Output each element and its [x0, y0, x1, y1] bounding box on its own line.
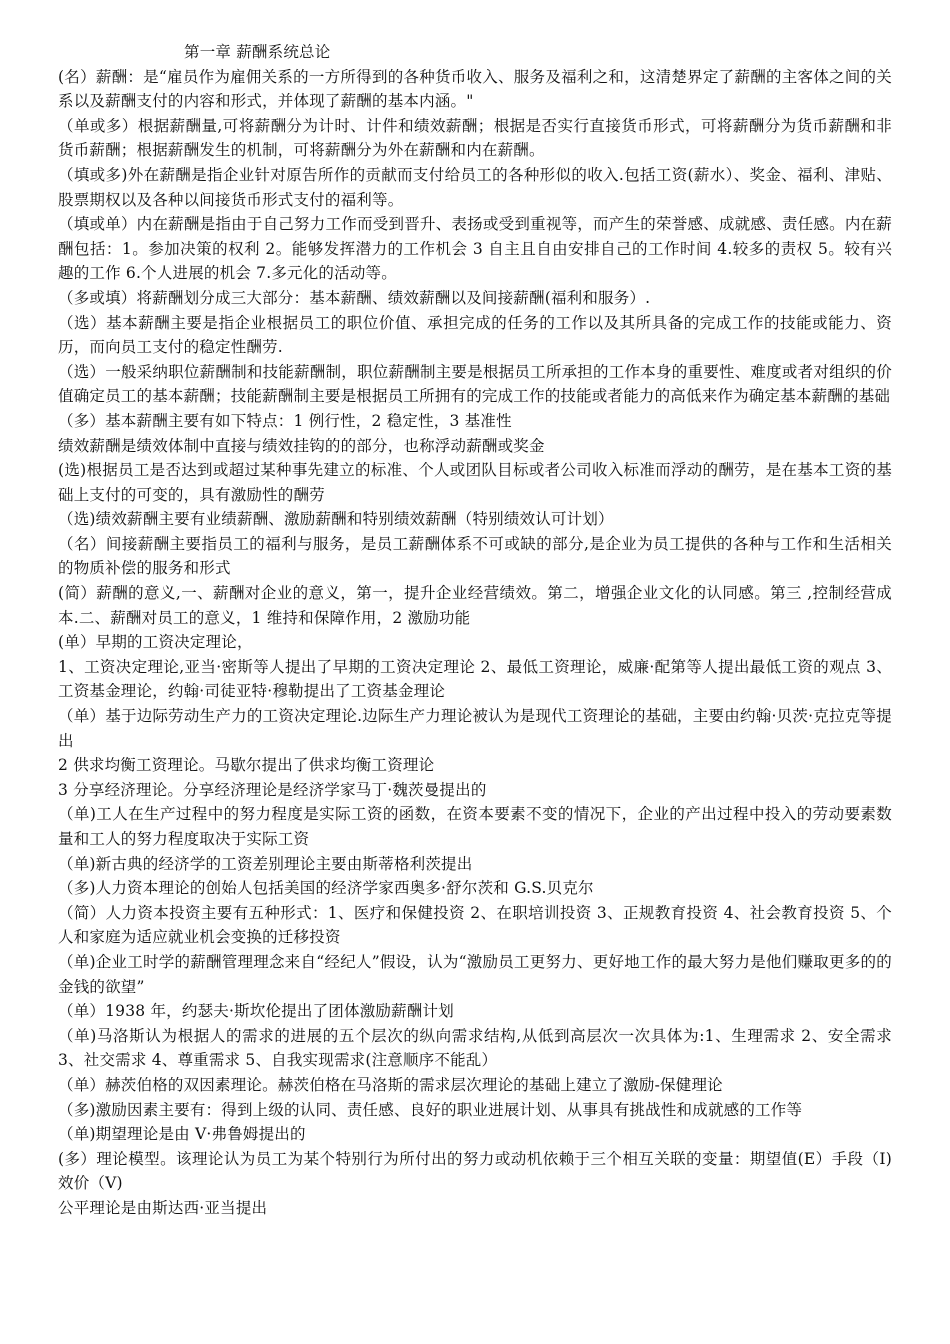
paragraph: 公平理论是由斯达西·亚当提出: [58, 1198, 268, 1217]
paragraph: （单)新古典的经济学的工资差别理论主要由斯蒂格利茨提出: [58, 854, 473, 873]
paragraph: （单或多）根据薪酬量,可将薪酬分为计时、计件和绩效薪酬；根据是否实行直接货币形式，可将薪酬分为货币薪酬和非货币薪酬；根据薪酬发生的机制，可将薪酬分为外在薪酬和内在薪酬。: [58, 116, 892, 160]
paragraph: (简）薪酬的意义,一、薪酬对企业的意义，第一，提升企业经营绩效。第二，增强企业文化的认同感。第三 ,控制经营成本.二、薪酬对员工的意义，1 维持和保障作用，2 激励功能: [58, 584, 892, 627]
paragraph: （单）赫茨伯格的双因素理论。赫茨伯格在马洛斯的需求层次理论的基础上建立了激励-保健理论: [58, 1075, 723, 1094]
paragraph: （单)企业工时学的薪酬管理理念来自“经纪人”假设，认为“激励员工更努力、更好地工作的最大努力是他们赚取更多的的金钱的欲望”: [58, 952, 892, 996]
paragraph: （单）基于边际劳动生产力的工资决定理论.边际生产力理论被认为是现代工资理论的基础，主要由约翰·贝茨·克拉克等提出: [58, 707, 892, 750]
paragraph: （多或填）将薪酬划分成三大部分：基本薪酬、绩效薪酬以及间接薪酬(福利和服务）.: [58, 288, 651, 307]
document-page: [58, 40, 892, 1221]
paragraph: 3 分享经济理论。分享经济理论是经济学家马丁·魏茨曼提出的: [58, 780, 487, 799]
chapter-title: 第一章 薪酬系统总论: [184, 43, 331, 61]
paragraph-list: [58, 65, 892, 1221]
paragraph: （选）一般采纳职位薪酬制和技能薪酬制，职位薪酬制主要是根据员工所承担的工作本身的重要性、难度或者对组织的价值确定员工的基本薪酬；技能薪酬制主要是根据员工所拥有的完成工作的技能或者能力的高低来作为确定基本薪酬的基础: [58, 362, 892, 406]
paragraph: (单）早期的工资决定理论，: [58, 633, 253, 652]
paragraph: （选）基本薪酬主要是指企业根据员工的职位价值、承担完成的任务的工作以及其所具备的完成工作的技能或能力、资历，而向员工支付的稳定性酬劳.: [58, 313, 892, 357]
paragraph: （填或单）内在薪酬是指由于自己努力工作而受到晋升、表扬或受到重视等，而产生的荣誉感、成就感、责任感。内在薪酬包括：1。参加决策的权利 2。能够发挥潜力的工作机会 3 自主且自由安排自己的工作时间 4.较多的责权 5。较有兴趣的工作 6.个人进展的机会 7.多元化的活动等。: [58, 215, 892, 283]
paragraph: （单)期望理论是由 V·弗鲁姆提出的: [58, 1125, 306, 1144]
paragraph: (选)根据员工是否达到或超过某种事先建立的标准、个人或团队目标或者公司收入标准而浮动的酬劳，是在基本工资的基础上支付的可变的，具有激励性的酬劳: [58, 461, 892, 504]
paragraph: 1、工资决定理论,亚当·密斯等人提出了早期的工资决定理论 2、最低工资理论，威廉·配第等人提出最低工资的观点 3、工资基金理论，约翰·司徒亚特·穆勒提出了工资基金理论: [58, 657, 892, 701]
paragraph: （多)人力资本理论的创始人包括美国的经济学家西奥多·舒尔茨和 G.S.贝克尔: [58, 879, 594, 898]
paragraph: （简）人力资本投资主要有五种形式：1、医疗和保健投资 2、在职培训投资 3、正规教育投资 4、社会教育投资 5、个人和家庭为适应就业机会变换的迁移投资: [58, 903, 892, 947]
paragraph: （单）1938 年，约瑟夫·斯坎伦提出了团体激励薪酬计划: [58, 1002, 454, 1021]
paragraph: (名）薪酬：是“雇员作为雇佣关系的一方所得到的各种货币收入、服务及福利之和，这清楚界定了薪酬的主客体之间的关系以及薪酬支付的内容和形式，并体现了薪酬的基本内涵。": [58, 67, 892, 111]
paragraph: （填或多)外在薪酬是指企业针对原告所作的贡献而支付给员工的各种形似的收入.包括工资(薪水）、奖金、福利、津贴、股票期权以及各种以间接货币形式支付的福利等。: [58, 165, 892, 209]
paragraph: (多）理论模型。该理论认为员工为某个特别行为所付出的努力或动机依赖于三个相互关联的变量：期望值(E）手段（I)效价（V): [58, 1149, 892, 1193]
paragraph: 绩效薪酬是绩效体制中直接与绩效挂钩的的部分，也称浮动薪酬或奖金: [58, 436, 545, 455]
paragraph: （名）间接薪酬主要指员工的福利与服务，是员工薪酬体系不可或缺的部分,是企业为员工提供的各种与工作和生活相关的物质补偿的服务和形式: [58, 534, 892, 578]
paragraph: （单)工人在生产过程中的努力程度是实际工资的函数，在资本要素不变的情况下，企业的产出过程中投入的劳动要素数量和工人的努力程度取决于实际工资: [58, 805, 892, 848]
paragraph: （选)绩效薪酬主要有业绩薪酬、激励薪酬和特别绩效薪酬（特别绩效认可计划）: [58, 510, 614, 529]
paragraph: （单)马洛斯认为根据人的需求的进展的五个层次的纵向需求结构,从低到高层次一次具体为:1、生理需求 2、安全需求 3、社交需求 4、尊重需求 5、自我实现需求(注意顺序不能乱）: [58, 1026, 892, 1070]
paragraph: （多)激励因素主要有：得到上级的认同、责任感、良好的职业进展计划、从事具有挑战性和成就感的工作等: [58, 1100, 803, 1119]
paragraph: （多）基本薪酬主要有如下特点：1 例行性，2 稳定性，3 基准性: [58, 411, 512, 430]
paragraph: 2 供求均衡工资理论。马歇尔提出了供求均衡工资理论: [58, 756, 435, 775]
